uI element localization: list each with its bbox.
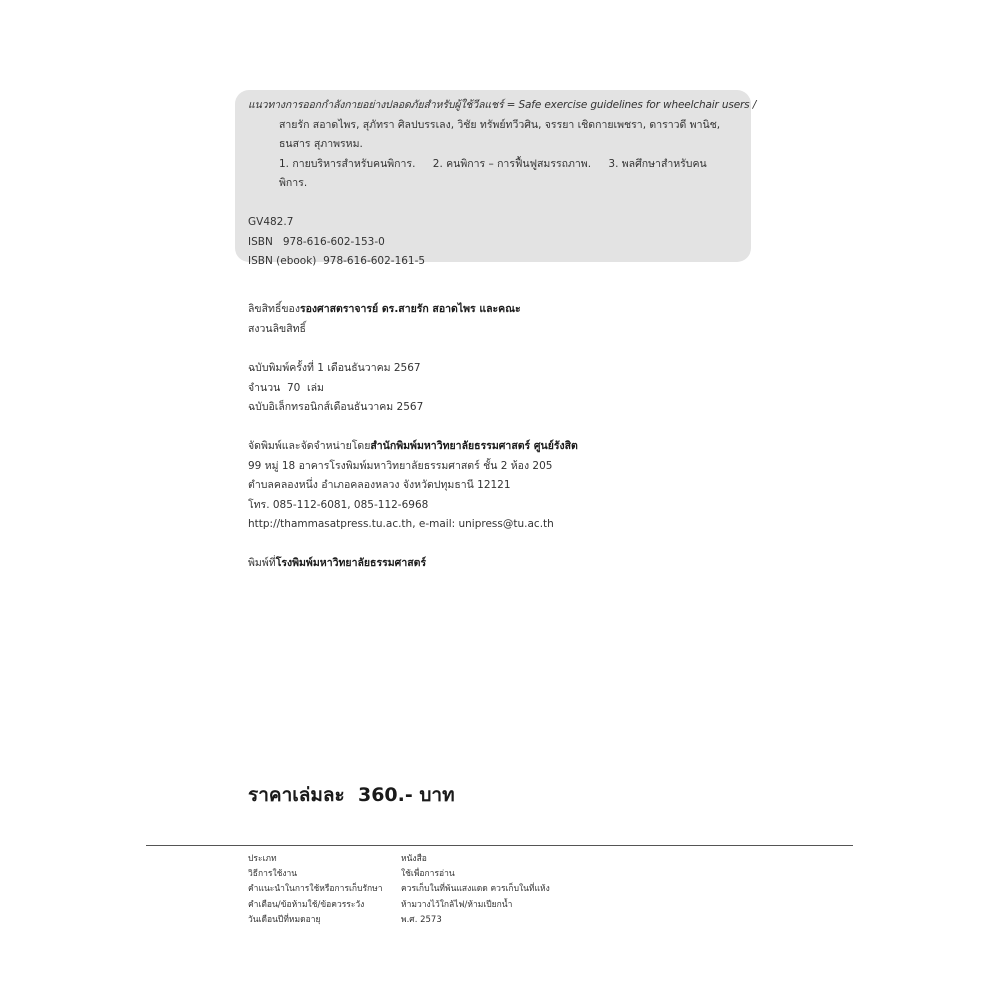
info-value-warning: ห้ามวางไว้ใกล้ไฟ/ห้ามเปียกน้ำ (401, 899, 513, 910)
cip-data-box (235, 90, 757, 267)
copyright-owner: รองศาสตราจารย์ ดร.สายรัก สอาดไพร และคณะ (299, 303, 521, 315)
cip-isbn: ISBN 978-616-602-153-0 (248, 235, 385, 248)
edition-copies: จำนวน 70 เล่ม (248, 381, 324, 394)
copyright-line (248, 300, 521, 320)
info-label-expiry: วันเดือนปีที่หมดอายุ (248, 914, 321, 925)
divider-line (146, 845, 853, 846)
info-value-storage: ควรเก็บในที่พ้นแสงแดด ควรเก็บในที่แห้ง (401, 884, 550, 895)
price-label: ราคาเล่มละ 360.- บาท (248, 784, 455, 806)
publisher-name: สำนักพิมพ์มหาวิทยาลัยธรรมศาสตร์ ศูนย์รังสิต (370, 440, 578, 452)
publisher-web: http://thammasatpress.tu.ac.th, e-mail: unipress@tu.ac.th (248, 518, 554, 530)
cip-authors-line1: สายรัก สอาดไพร, สุภัทรา ศิลปบรรเลง, วิชัย ทรัพย์ทวีวศิน, จรรยา เชิดกายเพชรา, ดาราวดี พานิช, (279, 118, 721, 131)
cip-title: แนวทางการออกกำลังกายอย่างปลอดภัยสำหรับผู้ใช้วีลแชร์ = Safe exercise guidelines for wheelchair users / (248, 99, 757, 111)
publisher-address-2: ตำบลคลองหนึ่ง อำเภอคลองหลวง จังหวัดปทุมธานี 12121 (248, 479, 511, 491)
printer-name: โรงพิมพ์มหาวิทยาลัยธรรมศาสตร์ (275, 557, 427, 569)
info-label-type: ประเภท (248, 854, 277, 864)
info-value-type: หนังสือ (401, 854, 427, 864)
cip-isbn-ebook: ISBN (ebook) 978-616-602-161-5 (248, 255, 426, 267)
publisher-section (248, 437, 578, 535)
publisher-prefix: จัดพิมพ์และจัดจำหน่ายโดย (248, 440, 371, 452)
info-label-usage: วิธีการใช้งาน (248, 869, 298, 880)
publisher-phone: โทร. 085-112-6081, 085-112-6968 (248, 498, 429, 511)
edition-first-print: ฉบับพิมพ์ครั้งที่ 1 เดือนธันวาคม 2567 (248, 362, 421, 374)
cip-subject-1: 1. กายบริหารสำหรับคนพิการ. (279, 157, 416, 170)
publisher-line (248, 437, 578, 457)
info-label-storage: คำแนะนำในการใช้หรือการเก็บรักษา (248, 884, 383, 895)
copyright-prefix: ลิขสิทธิ์ของ (248, 303, 300, 315)
printer-prefix: พิมพ์ที่ (248, 557, 276, 569)
cip-subjects (279, 155, 741, 194)
cip-subject-2: 2. คนพิการ – การฟื้นฟูสมรรถภาพ. (432, 157, 592, 170)
cip-spacer (248, 194, 741, 214)
info-labels (248, 852, 383, 928)
cip-subject-3: 3. พลศึกษาสำหรับคนพิการ. (279, 157, 707, 189)
copyright-reserved: สงวนลิขสิทธิ์ (248, 322, 306, 335)
copyright-section (248, 300, 521, 339)
cip-call-number: GV482.7 (248, 216, 294, 228)
info-value-usage: ใช้เพื่อการอ่าน (401, 869, 455, 880)
edition-section (248, 359, 423, 418)
info-label-warning: คำเตือน/ข้อห้ามใช้/ข้อควรระวัง (248, 899, 365, 910)
info-value-expiry: พ.ศ. 2573 (401, 914, 442, 925)
printer-section (248, 554, 426, 574)
edition-ebook: ฉบับอิเล็กทรอนิกส์เดือนธันวาคม 2567 (248, 401, 424, 413)
printer-line (248, 554, 426, 574)
info-values (401, 852, 550, 928)
cip-authors (248, 116, 741, 194)
cip-authors-line2: ธนสาร สุภาพรหม. (279, 138, 363, 150)
publisher-address-1: 99 หมู่ 18 อาคารโรงพิมพ์มหาวิทยาลัยธรรมศาสตร์ ชั้น 2 ห้อง 205 (248, 459, 553, 472)
